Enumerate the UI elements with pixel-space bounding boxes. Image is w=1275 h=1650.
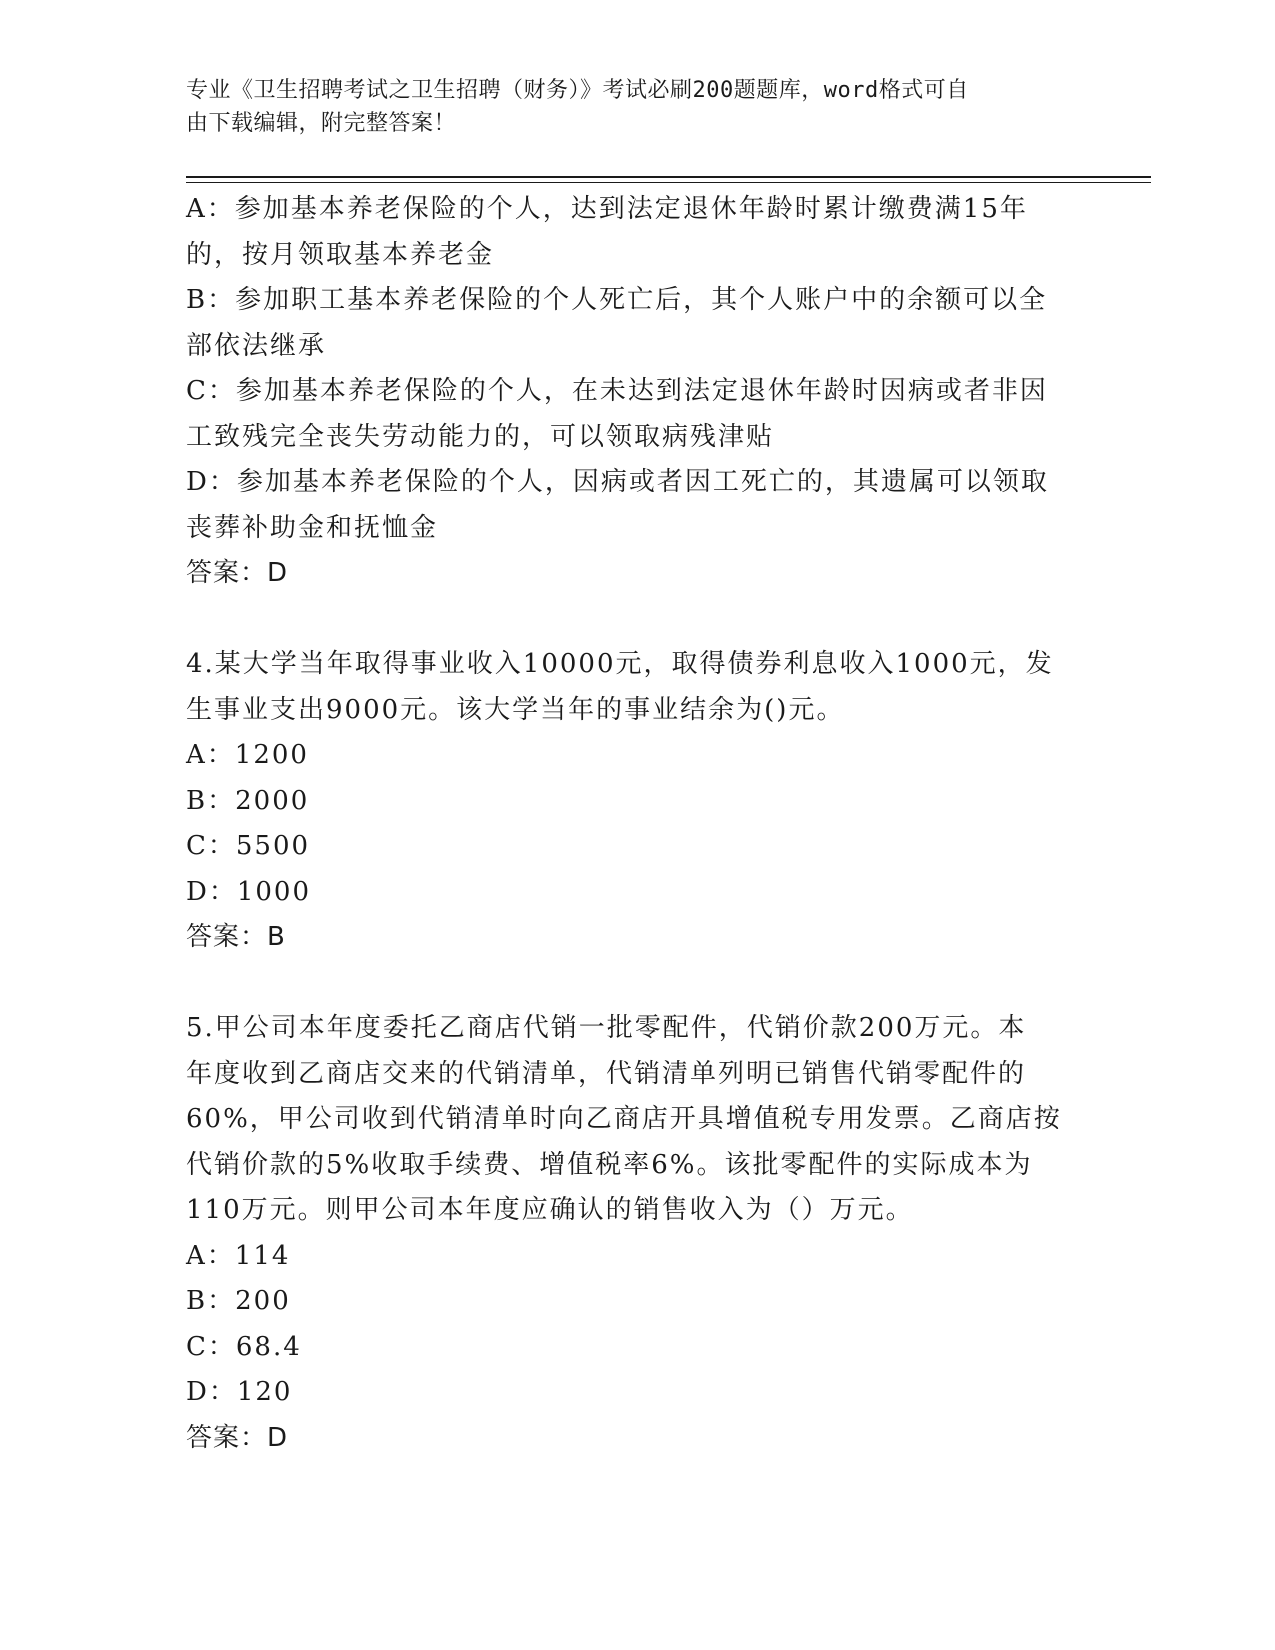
q5-option-c: C：68.4 <box>186 1331 302 1362</box>
header-divider-thick <box>186 176 1151 178</box>
header-title-line-2: 由下载编辑，附完整答案！ <box>186 111 457 136</box>
q5-option-b: B：200 <box>186 1286 291 1316</box>
q5-question-line-1: 5.甲公司本年度委托乙商店代销一批零配件，代销价款200万元。本 <box>186 1013 1027 1043</box>
q4-option-b: B：2000 <box>186 785 310 816</box>
q3-option-a-line-2: 的，按月领取基本养老金 <box>186 239 495 270</box>
q3-option-c-line-1: C：参加基本养老保险的个人，在未达到法定退休年龄时因病或者非因 <box>186 376 1048 406</box>
spacer <box>186 597 1076 643</box>
spacer <box>186 961 1076 1007</box>
question-3-block <box>186 187 1076 597</box>
question-4-block <box>186 642 1076 961</box>
question-content <box>186 187 1076 1461</box>
document-header <box>186 74 1066 140</box>
q3-option-d-line-1: D：参加基本养老保险的个人，因病或者因工死亡的，其遗属可以领取 <box>186 467 1049 497</box>
q4-answer: 答案：B <box>186 922 286 952</box>
q5-question-line-2: 年度收到乙商店交来的代销清单，代销清单列明已销售代销零配件的 <box>186 1058 1027 1089</box>
q3-option-b-line-2: 部依法继承 <box>186 330 327 361</box>
q3-option-b-line-1: B：参加职工基本养老保险的个人死亡后，其个人账户中的余额可以全 <box>186 285 1048 315</box>
header-divider-thin <box>186 182 1151 183</box>
q5-answer: 答案：D <box>186 1422 289 1453</box>
q5-question-line-5: 110万元。则甲公司本年度应确认的销售收入为（）万元。 <box>186 1195 914 1225</box>
q5-option-d: D：120 <box>186 1377 293 1407</box>
question-5-block <box>186 1006 1076 1461</box>
q3-answer: 答案：D <box>186 558 289 588</box>
q4-question-line-1: 4.某大学当年取得事业收入10000元，取得债券利息收入1000元，发 <box>186 649 1054 679</box>
q5-question-line-4: 代销价款的5%收取手续费、增值税率6%。该批零配件的实际成本为 <box>186 1149 1033 1180</box>
q3-option-a-line-1: A：参加基本养老保险的个人，达到法定退休年龄时累计缴费满15年 <box>186 194 1028 224</box>
header-title-line-1: 专业《卫生招聘考试之卫生招聘（财务）》考试必刷200题题库，word格式可自 <box>186 78 969 103</box>
q5-option-a: A：114 <box>186 1240 291 1271</box>
q3-option-d-line-2: 丧葬补助金和抚恤金 <box>186 512 439 543</box>
q3-option-c-line-2: 工致残完全丧失劳动能力的，可以领取病残津贴 <box>186 421 775 452</box>
q4-option-c: C：5500 <box>186 831 311 861</box>
q4-option-d: D：1000 <box>186 876 312 907</box>
q4-option-a: A：1200 <box>186 740 309 770</box>
q5-question-line-3: 60%，甲公司收到代销清单时向乙商店开具增值税专用发票。乙商店按 <box>186 1104 1062 1134</box>
q4-question-line-2: 生事业支出9000元。该大学当年的事业结余为()元。 <box>186 694 845 725</box>
